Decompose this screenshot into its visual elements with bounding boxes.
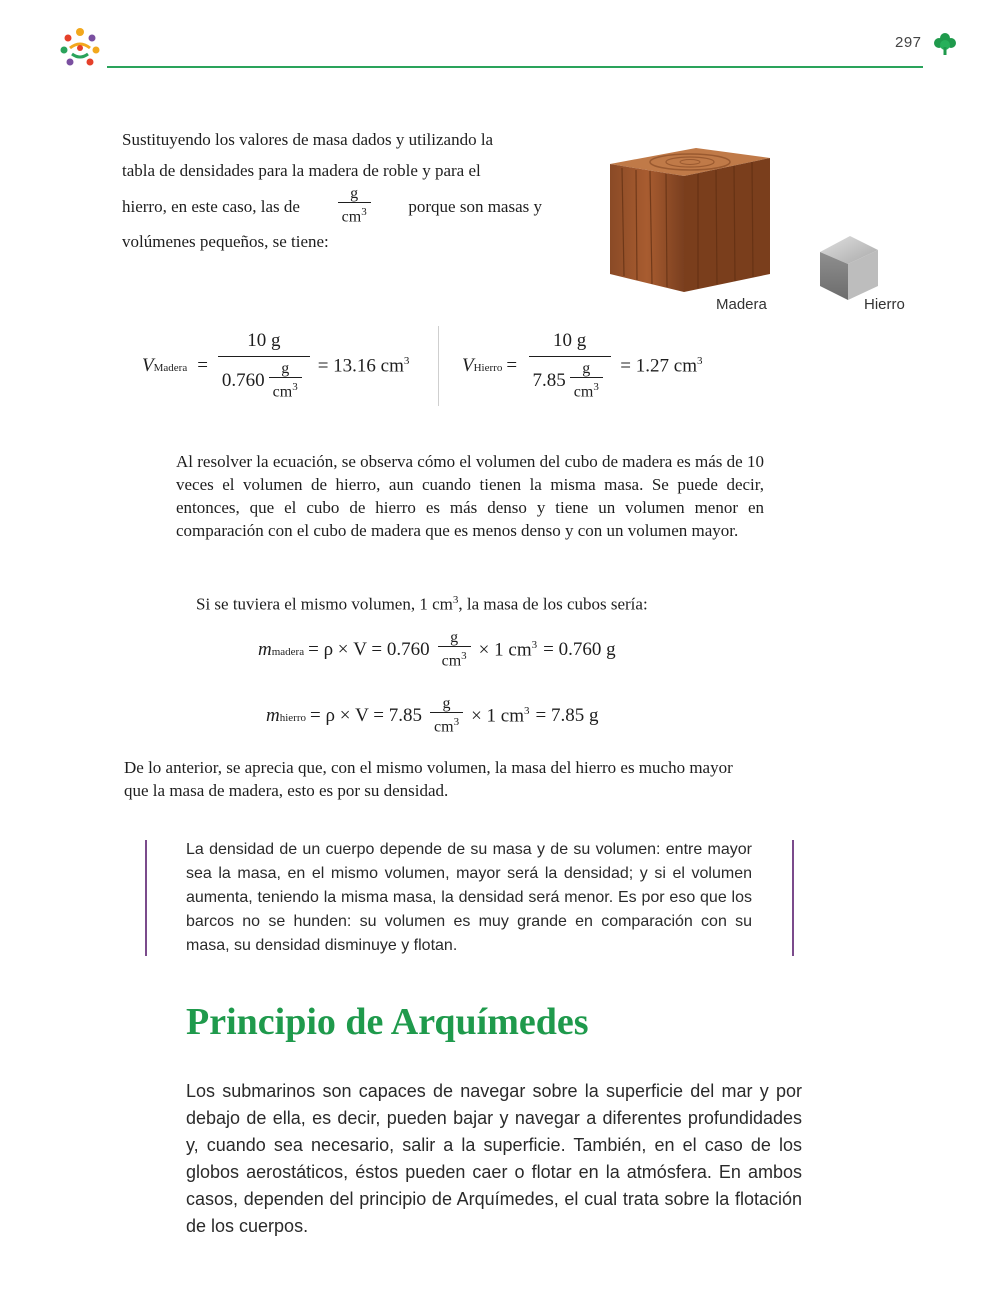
wood-caption: Madera	[716, 296, 767, 313]
conclusion-paragraph: De lo anterior, se aprecia que, con el mismo volumen, la masa del hierro es mucho mayor que la masa de madera, esto es por su densidad.	[124, 758, 733, 800]
section-title: Principio de Arquímedes	[186, 1001, 589, 1043]
result: = 0.760 g	[543, 639, 616, 661]
note-left-bar	[145, 840, 147, 956]
volume-fraction	[218, 330, 310, 401]
density-value: 7.85	[532, 370, 566, 392]
times-text: × 1 cm	[471, 705, 524, 727]
subscript: Madera	[153, 361, 188, 374]
superscript: 3	[403, 354, 410, 367]
same-volume-text: Si se tuviera el mismo volumen, 1 cm	[196, 594, 453, 614]
fraction-numerator: g	[350, 185, 359, 202]
wood-cube-image	[606, 124, 774, 296]
iron-cube-image	[816, 234, 882, 302]
fraction-numerator: g	[281, 360, 290, 377]
decorative-dots-logo-icon	[58, 26, 102, 70]
denominator-text: cm	[573, 383, 594, 401]
equals-sign: =	[197, 354, 208, 376]
intro-text: hierro, en este caso, las de	[122, 196, 300, 216]
superscript: 3	[461, 650, 467, 662]
density-note: La densidad de un cuerpo depende de su masa y de su volumen: entre mayor sea la masa, en el mismo volumen, mayor será la densidad; y si el volumen aumenta, teniendo la misma masa, la densidad será menor. Es por eso que los barcos no se hunden: su volumen es muy grande en comparación con su masa, su densidad disminuye y flotan.	[186, 841, 752, 954]
fraction-denominator	[438, 646, 471, 670]
times-volume	[471, 705, 529, 727]
equals-sign: =	[506, 354, 518, 376]
denominator	[529, 356, 611, 401]
intro-line: Sustituyendo los valores de masa dados y utilizando la	[122, 130, 494, 149]
page-number: 297	[895, 34, 922, 51]
superscript: 3	[524, 705, 530, 717]
fraction-denominator	[269, 377, 302, 401]
result	[620, 355, 702, 377]
subscript: Hierro	[473, 361, 503, 374]
fraction-denominator	[570, 377, 603, 401]
unit-fraction	[438, 630, 471, 670]
variable: VMadera	[142, 354, 188, 376]
numerator: 10 g	[553, 330, 587, 351]
superscript: 3	[452, 594, 459, 606]
subscript: madera	[271, 646, 305, 659]
fraction-numerator: g	[450, 629, 459, 646]
result-text: = 1.27 cm	[620, 354, 697, 376]
intro-paragraph	[122, 124, 542, 257]
result	[318, 355, 410, 377]
unit-fraction	[570, 361, 603, 401]
superscript: 3	[292, 381, 298, 393]
denominator-text: cm	[434, 718, 454, 736]
superscript: 3	[361, 206, 367, 218]
volume-equation-wood	[142, 330, 409, 401]
mass-equation-iron	[266, 696, 598, 736]
superscript: 3	[696, 354, 703, 367]
header-rule	[107, 66, 923, 68]
volume-fraction	[527, 330, 612, 401]
superscript: 3	[453, 716, 460, 728]
density-value: 0.760	[221, 370, 265, 392]
note-right-bar	[792, 840, 794, 956]
green-tree-icon	[934, 32, 956, 56]
numerator: 10 g	[247, 330, 281, 351]
mass-equation-wood	[258, 630, 616, 670]
intro-line-with-fraction	[122, 186, 542, 226]
section-body: Los submarinos son capaces de navegar sobre la superficie del mar y por debajo de ella, es decir, pueden bajar y navegar a diferentes profundidades y, cuando sea necesario, salir a la superficie. También, en el caso de los globos aerostáticos, éstos pueden caer o flotar en la atmósfera. En ambos casos, dependen del principio de Arquímedes, el cual trata sobre la flotación de los cuerpos.	[186, 1081, 802, 1236]
unit-fraction	[338, 186, 371, 226]
denominator-text: cm	[341, 208, 362, 226]
expression: = ρ × V = 7.85	[310, 705, 423, 727]
fraction-denominator	[430, 712, 463, 736]
unit-fraction	[269, 361, 302, 401]
same-volume-text: , la masa de los cubos sería:	[458, 594, 648, 614]
expression: = ρ × V = 0.760	[308, 639, 430, 661]
result-text: = 13.16 cm	[317, 354, 404, 376]
intro-line: volúmenes pequeños, se tiene:	[122, 232, 329, 252]
denominator-text: cm	[272, 383, 293, 401]
superscript: 3	[593, 381, 599, 393]
iron-caption: Hierro	[864, 296, 905, 313]
result: = 7.85 g	[535, 705, 599, 727]
denominator	[218, 356, 310, 401]
fraction-numerator: g	[582, 360, 591, 377]
fraction-numerator: g	[442, 695, 451, 712]
superscript: 3	[531, 639, 538, 651]
denominator-text: cm	[441, 652, 462, 670]
times-text: × 1 cm	[478, 639, 532, 661]
unit-fraction	[430, 696, 463, 736]
times-volume	[479, 639, 537, 661]
variable: VHierro	[462, 354, 503, 376]
equation-divider	[438, 326, 439, 406]
volume-equation-iron	[462, 330, 702, 401]
explanation-paragraph: Al resolver la ecuación, se observa cómo el volumen del cubo de madera es más de 10 veces el volumen de hierro, aun cuando tienen la misma masa. Se puede decir, entonces, que el cubo de hierro es más denso y tiene un volumen menor en comparación con el cubo de madera que es menos denso y con un volumen mayor.	[176, 452, 764, 540]
same-volume-line	[196, 589, 756, 616]
subscript: hierro	[279, 712, 306, 725]
variable: mmadera	[258, 639, 305, 661]
fraction-denominator	[338, 202, 371, 226]
variable: mhierro	[266, 705, 306, 727]
intro-text: porque son masas y	[408, 196, 542, 216]
intro-line: tabla de densidades para la madera de roble y para el	[122, 161, 481, 180]
